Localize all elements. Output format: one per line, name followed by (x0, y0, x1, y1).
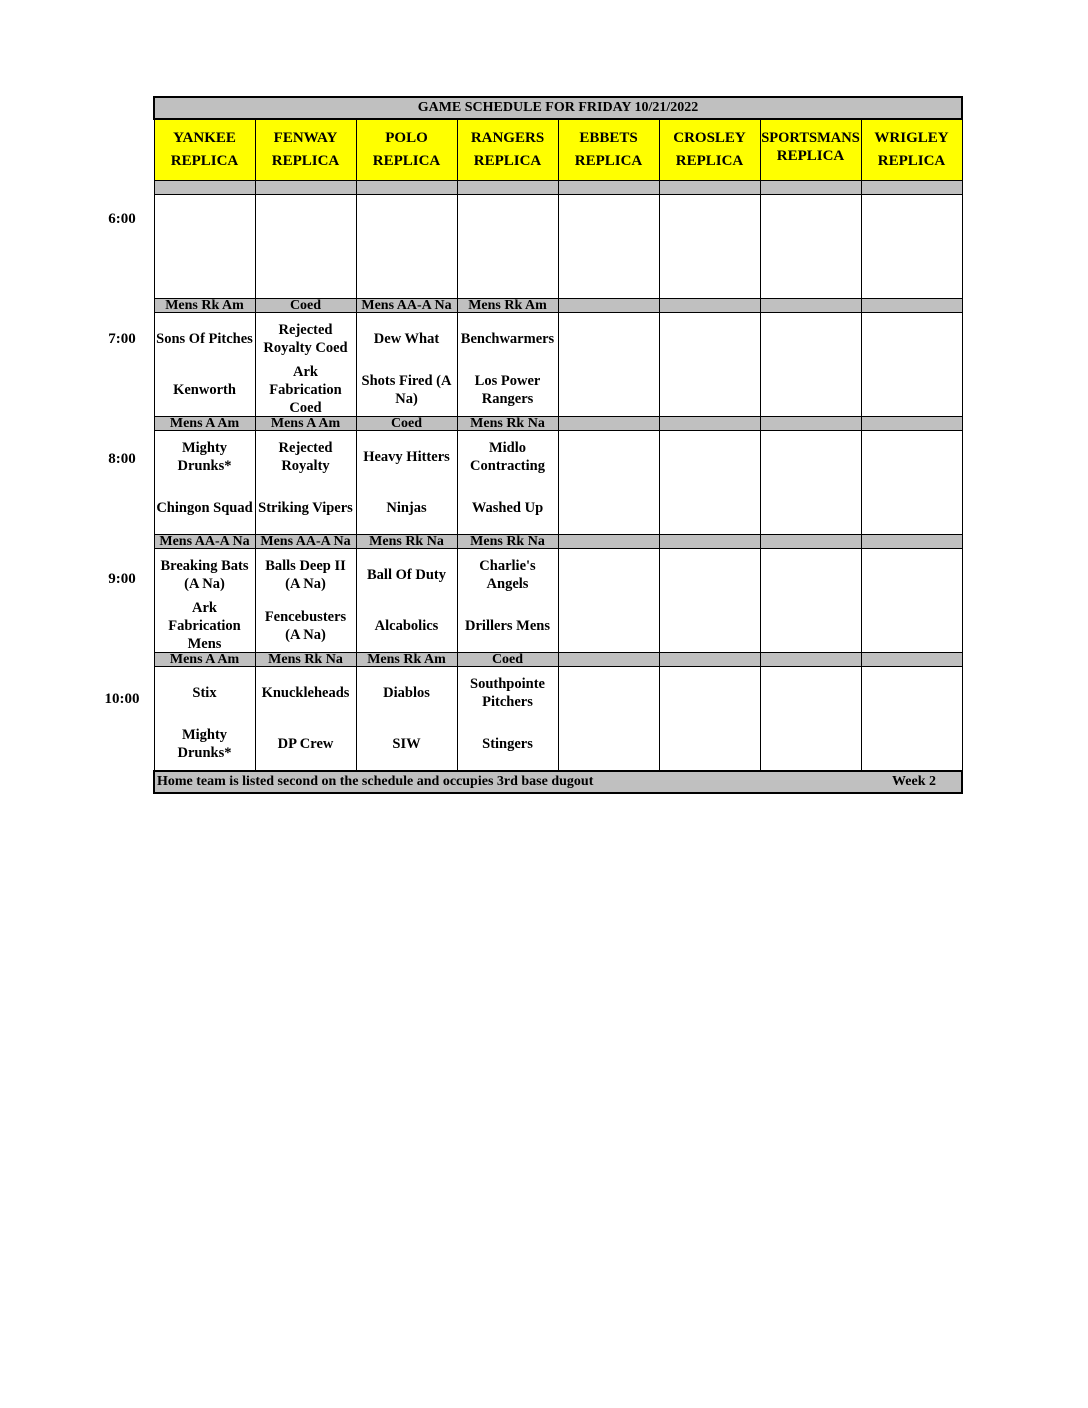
home-team (660, 483, 760, 535)
game-cell (255, 667, 356, 772)
home-team (862, 365, 962, 417)
home-team (559, 365, 659, 417)
home-team: Drillers Mens (465, 618, 550, 635)
game-cell (659, 431, 760, 535)
home-team: Los Power Rangers (474, 373, 541, 408)
division-cell (558, 417, 659, 431)
division-cell (861, 299, 962, 313)
division-cell: Mens AA-A Na (255, 535, 356, 549)
field-header (558, 119, 659, 181)
schedule-title: GAME SCHEDULE FOR FRIDAY 10/21/2022 (154, 97, 962, 119)
game-cell (558, 549, 659, 653)
home-team: Kenworth (173, 382, 236, 399)
home-team: Chingon Squad (156, 500, 253, 517)
home-team (761, 365, 861, 417)
division-cell (255, 181, 356, 195)
field-header (356, 119, 457, 181)
division-cell: Coed (255, 299, 356, 313)
game-cell (861, 313, 962, 417)
home-team: Ninjas (386, 500, 427, 517)
field-header (659, 119, 760, 181)
home-team (559, 483, 659, 535)
division-cell (558, 181, 659, 195)
game-row (154, 313, 962, 417)
field-name: RANGERS (470, 130, 545, 146)
division-cell (760, 299, 861, 313)
schedule-table (153, 96, 963, 794)
away-team: Benchwarmers (460, 330, 555, 347)
division-cell (659, 535, 760, 549)
field-header (255, 119, 356, 181)
game-row (154, 431, 962, 535)
division-cell (558, 535, 659, 549)
time-label: 10:00 (104, 691, 140, 707)
matchup (761, 667, 861, 770)
away-team (559, 549, 659, 601)
field-name: EBBETS (579, 130, 638, 146)
away-team: Charlie's Angels (479, 557, 536, 592)
game-cell (760, 313, 861, 417)
away-team: Southpointe Pitchers (470, 675, 545, 710)
division-cell (356, 181, 457, 195)
game-cell (861, 549, 962, 653)
matchup (660, 549, 760, 652)
matchup (862, 667, 962, 770)
home-team (761, 483, 861, 535)
week-label: Week 2 (892, 774, 936, 789)
game-cell (659, 195, 760, 299)
away-team (862, 549, 962, 601)
game-cell (861, 431, 962, 535)
home-team (862, 601, 962, 653)
game-cell (558, 195, 659, 299)
division-cell (760, 535, 861, 549)
field-subtitle: REPLICA (877, 153, 946, 169)
matchup (761, 431, 861, 534)
division-cell (760, 181, 861, 195)
matchup (256, 549, 356, 652)
matchup (761, 313, 861, 416)
game-cell (659, 667, 760, 772)
division-cell (558, 653, 659, 667)
game-row (154, 549, 962, 653)
matchup (559, 431, 659, 534)
game-cell (356, 195, 457, 299)
division-cell: Mens Rk Na (457, 535, 558, 549)
division-cell (659, 299, 760, 313)
away-team (761, 667, 861, 719)
home-team: Shots Fired (A Na) (361, 373, 452, 408)
matchup (559, 667, 659, 770)
home-team: Ark Fabrication Coed (269, 364, 342, 416)
time-label: 7:00 (108, 331, 136, 347)
away-team (862, 667, 962, 719)
matchup (559, 313, 659, 416)
game-cell (154, 313, 255, 417)
home-team (660, 365, 760, 417)
game-cell (457, 549, 558, 653)
game-cell (760, 195, 861, 299)
home-team: Stingers (482, 736, 533, 753)
game-cell (659, 549, 760, 653)
field-name: WRIGLEY (874, 130, 949, 146)
game-cell (861, 667, 962, 772)
division-cell (861, 653, 962, 667)
away-team (862, 431, 962, 483)
time-label: 9:00 (108, 571, 136, 587)
away-team: Dew What (373, 330, 440, 347)
division-cell: Mens AA-A Na (154, 535, 255, 549)
matchup (862, 431, 962, 534)
field-subtitle: REPLICA (574, 153, 643, 169)
field-subtitle: REPLICA (776, 148, 845, 164)
matchup (155, 431, 255, 534)
division-cell: Coed (356, 417, 457, 431)
away-team (862, 313, 962, 365)
division-cell (457, 181, 558, 195)
field-subtitle: REPLICA (372, 153, 441, 169)
field-subtitle: REPLICA (170, 153, 239, 169)
division-row (154, 299, 962, 313)
away-team: Diablos (383, 684, 430, 701)
game-cell (154, 195, 255, 299)
home-team: SIW (392, 736, 421, 753)
away-team (761, 431, 861, 483)
division-cell (659, 653, 760, 667)
matchup (155, 549, 255, 652)
division-cell (861, 535, 962, 549)
field-name: CROSLEY (673, 130, 746, 146)
game-cell (356, 667, 457, 772)
game-cell (558, 667, 659, 772)
time-label: 8:00 (108, 451, 136, 467)
home-team (761, 601, 861, 653)
matchup (862, 313, 962, 416)
away-team: Knuckleheads (261, 684, 350, 701)
field-header (760, 119, 861, 181)
game-cell (154, 549, 255, 653)
division-cell: Mens A Am (154, 653, 255, 667)
division-cell: Mens Rk Am (356, 653, 457, 667)
matchup (458, 667, 558, 770)
away-team: Stix (192, 684, 217, 701)
away-team (559, 431, 659, 483)
division-cell: Mens Rk Na (356, 535, 457, 549)
game-cell (457, 195, 558, 299)
field-name: POLO (385, 130, 428, 146)
matchup (256, 431, 356, 534)
away-team: Breaking Bats (A Na) (160, 557, 249, 592)
matchup (660, 431, 760, 534)
home-team: Striking Vipers (258, 500, 353, 517)
home-team (761, 719, 861, 771)
division-cell (659, 181, 760, 195)
division-row (154, 417, 962, 431)
division-cell (861, 181, 962, 195)
game-cell (760, 667, 861, 772)
division-cell: Mens Rk Na (255, 653, 356, 667)
schedule-table-container (153, 96, 963, 794)
field-header (861, 119, 962, 181)
game-cell (356, 549, 457, 653)
matchup (357, 431, 457, 534)
field-name: SPORTSMANS (761, 130, 860, 146)
field-name: YANKEE (173, 130, 236, 146)
matchup (357, 667, 457, 770)
matchup (660, 667, 760, 770)
home-team: Fencebusters (A Na) (264, 609, 347, 644)
division-cell (659, 417, 760, 431)
away-team: Heavy Hitters (363, 448, 450, 465)
division-cell: Mens Rk Am (457, 299, 558, 313)
division-cell: Mens AA-A Na (356, 299, 457, 313)
matchup (761, 549, 861, 652)
home-team (559, 719, 659, 771)
division-cell: Mens Rk Na (457, 417, 558, 431)
home-team (660, 719, 760, 771)
time-label: 6:00 (108, 211, 136, 227)
game-cell (255, 549, 356, 653)
home-team: Alcabolics (374, 618, 439, 635)
field-header (154, 119, 255, 181)
field-subtitle: REPLICA (271, 153, 340, 169)
game-cell (154, 667, 255, 772)
away-team: Rejected Royalty (278, 439, 333, 474)
home-team: Ark Fabrication Mens (168, 600, 241, 652)
field-name: FENWAY (273, 130, 338, 146)
field-header (457, 119, 558, 181)
away-team: Sons Of Pitches (156, 330, 253, 347)
game-row (154, 667, 962, 772)
home-team: DP Crew (277, 736, 334, 753)
away-team (761, 549, 861, 601)
home-team (862, 483, 962, 535)
matchup (357, 313, 457, 416)
matchup (357, 549, 457, 652)
division-row (154, 535, 962, 549)
game-cell (255, 195, 356, 299)
division-row (154, 653, 962, 667)
division-cell (760, 653, 861, 667)
home-team (559, 601, 659, 653)
matchup (256, 313, 356, 416)
schedule-footer (154, 771, 962, 793)
division-cell (760, 417, 861, 431)
away-team (660, 667, 760, 719)
away-team (660, 313, 760, 365)
field-subtitle: REPLICA (473, 153, 542, 169)
matchup (862, 549, 962, 652)
away-team: Balls Deep II (A Na) (265, 557, 346, 592)
matchup (559, 549, 659, 652)
game-cell (760, 431, 861, 535)
division-cell: Mens Rk Am (154, 299, 255, 313)
division-cell (861, 417, 962, 431)
matchup (458, 549, 558, 652)
game-cell (255, 313, 356, 417)
away-team: Rejected Royalty Coed (263, 321, 348, 356)
away-team (660, 431, 760, 483)
away-team: Ball Of Duty (367, 566, 446, 583)
matchup (155, 667, 255, 770)
division-cell (154, 181, 255, 195)
away-team (559, 313, 659, 365)
game-cell (457, 313, 558, 417)
game-cell (255, 431, 356, 535)
home-team: Washed Up (471, 500, 544, 517)
division-cell: Coed (457, 653, 558, 667)
game-cell (356, 313, 457, 417)
game-cell (356, 431, 457, 535)
game-cell (760, 549, 861, 653)
game-cell (659, 313, 760, 417)
matchup (256, 667, 356, 770)
away-team: Mighty Drunks* (177, 439, 232, 474)
matchup (458, 431, 558, 534)
division-cell (558, 299, 659, 313)
home-team (660, 601, 760, 653)
away-team (559, 667, 659, 719)
game-cell (558, 431, 659, 535)
away-team: Midlo Contracting (470, 439, 545, 474)
game-cell (457, 431, 558, 535)
matchup (155, 313, 255, 416)
matchup (660, 313, 760, 416)
game-cell (861, 195, 962, 299)
home-team: Mighty Drunks* (177, 727, 232, 762)
away-team (761, 313, 861, 365)
game-cell (457, 667, 558, 772)
matchup (458, 313, 558, 416)
division-cell: Mens A Am (255, 417, 356, 431)
home-team (862, 719, 962, 771)
game-cell (558, 313, 659, 417)
away-team (660, 549, 760, 601)
field-subtitle: REPLICA (675, 153, 744, 169)
division-cell: Mens A Am (154, 417, 255, 431)
home-team-note: Home team is listed second on the schedule and occupies 3rd base dugout (157, 774, 594, 789)
game-cell (154, 431, 255, 535)
